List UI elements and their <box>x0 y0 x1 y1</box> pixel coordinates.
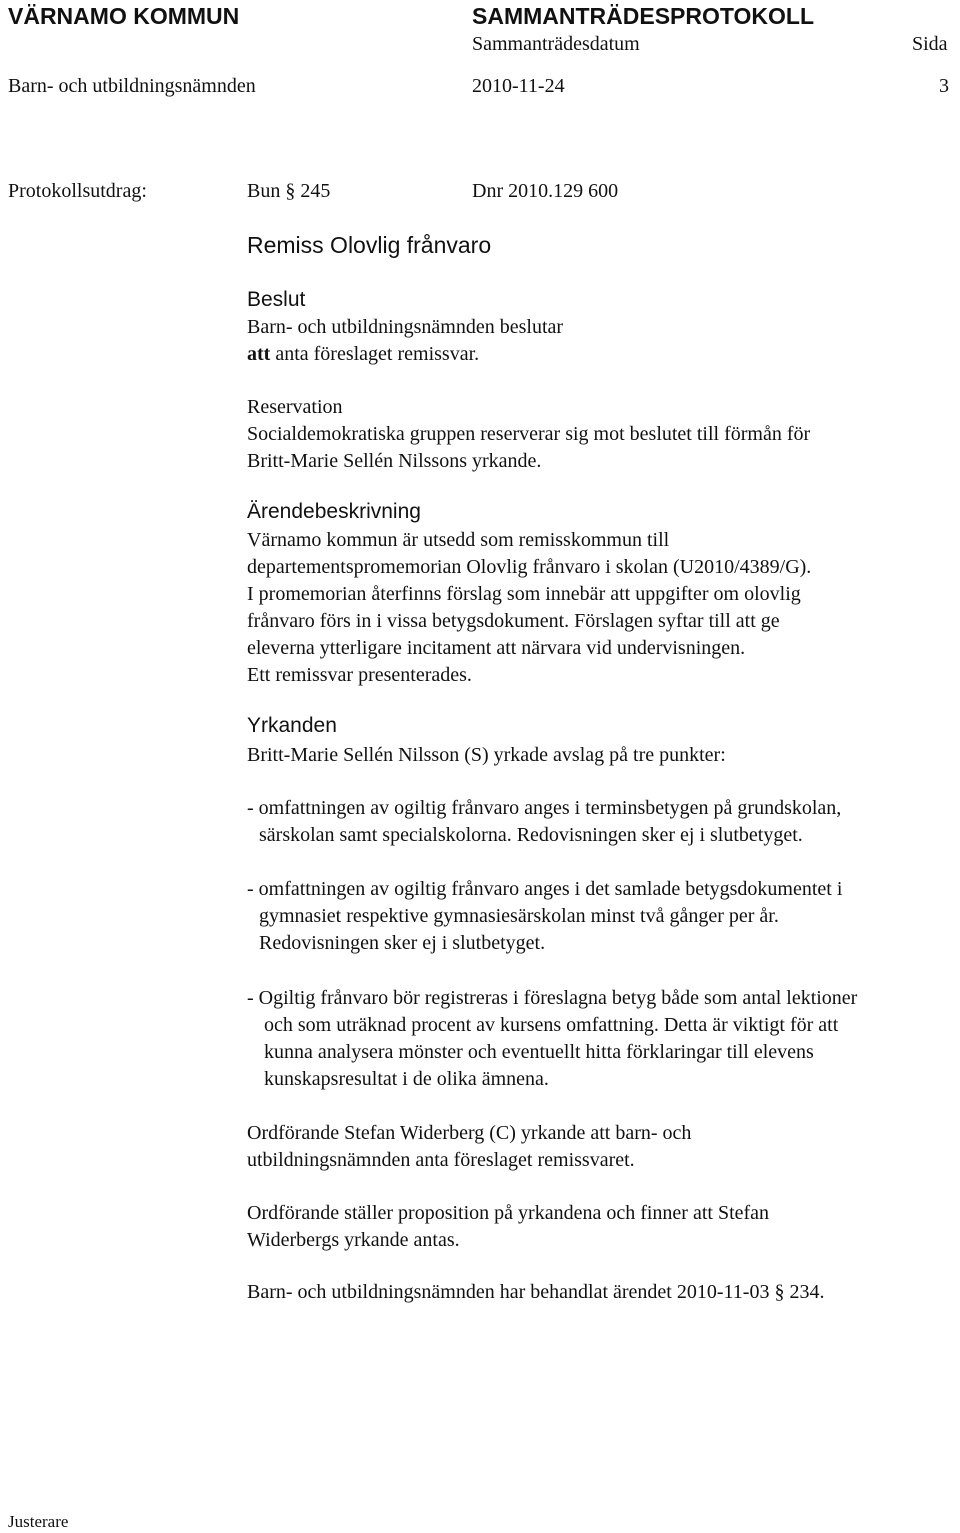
motion-point-1-line: - omfattningen av ogiltig frånvaro anges i terminsbetygen på grundskolan, <box>247 797 842 819</box>
chair-motion-line: Ordförande Stefan Widerberg (C) yrkande att barn- och <box>247 1122 692 1144</box>
att-keyword: att <box>247 343 271 365</box>
case-description-line: departementspromemorian Olovlig frånvaro i skolan (U2010/4389/G). <box>247 556 812 578</box>
reservation-heading: Reservation <box>247 396 343 418</box>
paragraph-reference: Bun § 245 <box>247 180 331 202</box>
motion-point-2-line: - omfattningen av ogiltig frånvaro anges i det samlade betygsdokumentet i <box>247 878 843 900</box>
motion-point-2-line: gymnasiet respektive gymnasiesärskolan minst två gånger per år. <box>259 905 779 927</box>
motion-point-3-line: kunskapsresultat i de olika ämnena. <box>264 1068 549 1090</box>
motion-point-3-line: kunna analysera mönster och eventuellt hitta förklaringar till elevens <box>264 1041 814 1063</box>
decision-line-1: Barn- och utbildningsnämnden beslutar <box>247 316 564 338</box>
motions-heading: Yrkanden <box>247 714 337 737</box>
meeting-date: 2010-11-24 <box>472 75 565 97</box>
municipality-name: VÄRNAMO KOMMUN <box>8 3 240 29</box>
case-description-line: eleverna ytterligare incitament att närvara vid undervisningen. <box>247 637 746 659</box>
case-description-line: Värnamo kommun är utsedd som remisskommun till <box>247 529 670 551</box>
reservation-line-2: Britt-Marie Sellén Nilssons yrkande. <box>247 450 542 472</box>
motion-point-3-line: och som uträknad procent av kursens omfattning. Detta är viktigt för att <box>264 1014 839 1036</box>
decision-heading: Beslut <box>247 288 306 311</box>
motions-intro: Britt-Marie Sellén Nilsson (S) yrkade avslag på tre punkter: <box>247 744 726 766</box>
motion-point-1-line: särskolan samt specialskolorna. Redovisningen sker ej i slutbetyget. <box>259 824 803 846</box>
extract-label: Protokollsutdrag: <box>8 180 147 202</box>
committee-name: Barn- och utbildningsnämnden <box>8 75 256 97</box>
case-title: Remiss Olovlig frånvaro <box>247 232 492 258</box>
chair-motion-line: utbildningsnämnden anta föreslaget remissvaret. <box>247 1149 635 1171</box>
page-number: 3 <box>939 75 949 97</box>
motion-point-2-line: Redovisningen sker ej i slutbetyget. <box>259 932 546 954</box>
proposition-line: Ordförande ställer proposition på yrkandena och finner att Stefan <box>247 1202 770 1224</box>
case-description-line: frånvaro förs in i vissa betygsdokument. Förslagen syftar till att ge <box>247 610 780 632</box>
reservation-line-1: Socialdemokratiska gruppen reserverar sig mot beslutet till förmån för <box>247 423 811 445</box>
diary-number: Dnr 2010.129 600 <box>472 180 619 202</box>
decision-line-2 <box>247 341 479 368</box>
document-type: SAMMANTRÄDESPROTOKOLL <box>472 3 815 29</box>
motion-point-3-line: - Ogiltig frånvaro bör registreras i föreslagna betyg både som antal lektioner <box>247 987 858 1009</box>
case-description-line: Ett remissvar presenterades. <box>247 664 472 686</box>
prior-handling-note: Barn- och utbildningsnämnden har behandlat ärendet 2010-11-03 § 234. <box>247 1281 825 1303</box>
meeting-date-label: Sammanträdesdatum <box>472 33 640 55</box>
page-label: Sida <box>912 33 948 55</box>
proposition-line: Widerbergs yrkande antas. <box>247 1229 460 1251</box>
decision-line-2-text: anta föreslaget remissvar. <box>270 343 480 365</box>
case-description-heading: Ärendebeskrivning <box>247 500 421 523</box>
case-description-line: I promemorian återfinns förslag som innebär att uppgifter om olovlig <box>247 583 801 605</box>
signatory-label: Justerare <box>8 1512 69 1531</box>
